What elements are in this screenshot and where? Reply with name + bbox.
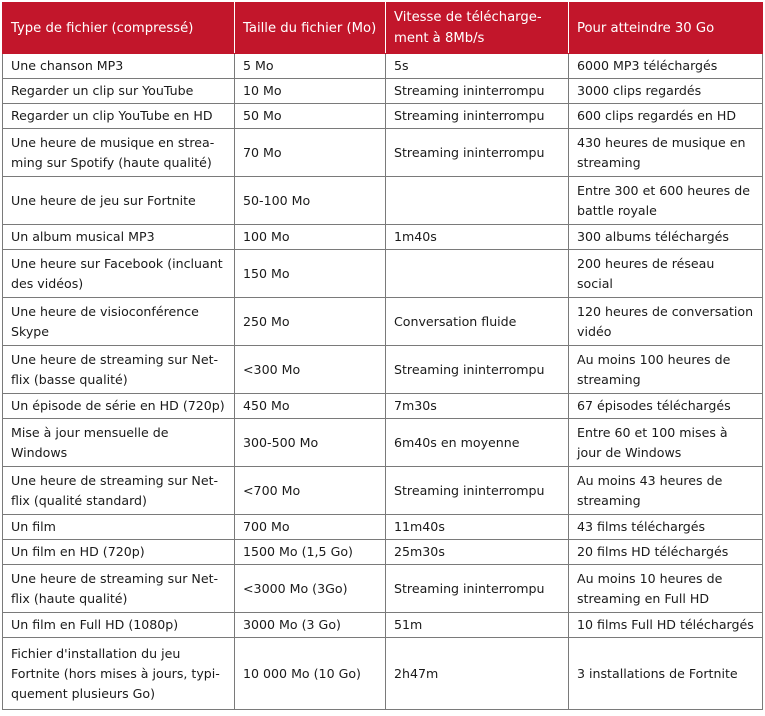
cell-download-speed: Streaming ininterrompu (386, 129, 569, 177)
cell-download-speed: Streaming ininterrompu (386, 79, 569, 104)
cell-file-type: Un film en HD (720p) (3, 540, 235, 565)
cell-to-reach-30go: Au moins 43 heures de streaming (569, 467, 763, 515)
cell-to-reach-30go: 20 films HD téléchargés (569, 540, 763, 565)
cell-to-reach-30go: Entre 60 et 100 mises à jour de Windows (569, 419, 763, 467)
cell-file-type: Mise à jour mensuelle de Windows (3, 419, 235, 467)
cell-to-reach-30go: Entre 300 et 600 heures de battle royale (569, 177, 763, 225)
cell-to-reach-30go: 3000 clips regardés (569, 79, 763, 104)
cell-file-type: Un album musical MP3 (3, 225, 235, 250)
cell-file-size: 700 Mo (235, 515, 386, 540)
table-row (3, 104, 763, 129)
table-row (3, 129, 763, 177)
header-to-reach-30go: Pour atteindre 30 Go (569, 3, 763, 54)
table-row (3, 540, 763, 565)
table-row (3, 419, 763, 467)
table-body (3, 54, 763, 710)
table-row (3, 613, 763, 638)
cell-file-size: 10 000 Mo (10 Go) (235, 638, 386, 710)
cell-file-size: <3000 Mo (3Go) (235, 565, 386, 613)
table-row (3, 346, 763, 394)
cell-to-reach-30go: 600 clips regardés en HD (569, 104, 763, 129)
cell-to-reach-30go: 300 albums téléchargés (569, 225, 763, 250)
cell-download-speed (386, 250, 569, 298)
table-row (3, 565, 763, 613)
cell-file-type: Regarder un clip sur YouTube (3, 79, 235, 104)
cell-download-speed: 51m (386, 613, 569, 638)
header-row (3, 3, 763, 54)
cell-to-reach-30go: 67 épisodes téléchargés (569, 394, 763, 419)
cell-file-type: Une heure de musique en strea-ming sur Spotify (haute qualité) (3, 129, 235, 177)
cell-file-type: Une heure de visioconférence Skype (3, 298, 235, 346)
table-row (3, 225, 763, 250)
cell-download-speed: 2h47m (386, 638, 569, 710)
cell-file-type: Un film en Full HD (1080p) (3, 613, 235, 638)
cell-file-type: Une heure de streaming sur Net-flix (haute qualité) (3, 565, 235, 613)
cell-to-reach-30go: 10 films Full HD téléchargés (569, 613, 763, 638)
table-header (3, 3, 763, 54)
table-row (3, 250, 763, 298)
cell-file-size: 300-500 Mo (235, 419, 386, 467)
cell-to-reach-30go: 3 installations de Fortnite (569, 638, 763, 710)
cell-download-speed: Conversation fluide (386, 298, 569, 346)
cell-download-speed: Streaming ininterrompu (386, 346, 569, 394)
cell-file-size: <700 Mo (235, 467, 386, 515)
cell-file-type: Un épisode de série en HD (720p) (3, 394, 235, 419)
cell-file-type: Un film (3, 515, 235, 540)
cell-to-reach-30go: 6000 MP3 téléchargés (569, 54, 763, 79)
cell-download-speed: 25m30s (386, 540, 569, 565)
header-file-type: Type de fichier (compressé) (3, 3, 235, 54)
table-row (3, 177, 763, 225)
header-download-speed: Vitesse de télécharge-ment à 8Mb/s (386, 3, 569, 54)
cell-file-size: 5 Mo (235, 54, 386, 79)
data-consumption-table (2, 2, 763, 710)
cell-file-size: 450 Mo (235, 394, 386, 419)
cell-download-speed: Streaming ininterrompu (386, 467, 569, 515)
cell-to-reach-30go: 430 heures de musique en streaming (569, 129, 763, 177)
cell-download-speed: 5s (386, 54, 569, 79)
cell-file-type: Une heure sur Facebook (incluant des vidéos) (3, 250, 235, 298)
cell-file-size: 250 Mo (235, 298, 386, 346)
cell-file-size: 10 Mo (235, 79, 386, 104)
cell-download-speed: 7m30s (386, 394, 569, 419)
cell-download-speed: Streaming ininterrompu (386, 104, 569, 129)
cell-file-size: 70 Mo (235, 129, 386, 177)
cell-file-type: Une heure de streaming sur Net-flix (qualité standard) (3, 467, 235, 515)
cell-file-size: 1500 Mo (1,5 Go) (235, 540, 386, 565)
cell-file-type: Une heure de jeu sur Fortnite (3, 177, 235, 225)
table-row (3, 515, 763, 540)
cell-to-reach-30go: Au moins 10 heures de streaming en Full HD (569, 565, 763, 613)
cell-download-speed: 11m40s (386, 515, 569, 540)
cell-to-reach-30go: Au moins 100 heures de streaming (569, 346, 763, 394)
cell-file-type: Une chanson MP3 (3, 54, 235, 79)
cell-file-type: Fichier d'installation du jeu Fortnite (hors mises à jours, typi-quement plusieurs Go) (3, 638, 235, 710)
cell-to-reach-30go: 200 heures de réseau social (569, 250, 763, 298)
cell-file-type: Une heure de streaming sur Net-flix (basse qualité) (3, 346, 235, 394)
table-row (3, 467, 763, 515)
table-row (3, 54, 763, 79)
cell-to-reach-30go: 43 films téléchargés (569, 515, 763, 540)
cell-file-type: Regarder un clip YouTube en HD (3, 104, 235, 129)
cell-file-size: 50-100 Mo (235, 177, 386, 225)
cell-download-speed: 6m40s en moyenne (386, 419, 569, 467)
table-row (3, 638, 763, 710)
cell-file-size: 150 Mo (235, 250, 386, 298)
header-file-size: Taille du fichier (Mo) (235, 3, 386, 54)
cell-file-size: 50 Mo (235, 104, 386, 129)
cell-file-size: 3000 Mo (3 Go) (235, 613, 386, 638)
table-row (3, 298, 763, 346)
cell-file-size: <300 Mo (235, 346, 386, 394)
cell-download-speed: Streaming ininterrompu (386, 565, 569, 613)
cell-download-speed: 1m40s (386, 225, 569, 250)
cell-to-reach-30go: 120 heures de conversation vidéo (569, 298, 763, 346)
cell-download-speed (386, 177, 569, 225)
cell-file-size: 100 Mo (235, 225, 386, 250)
table-row (3, 394, 763, 419)
table-row (3, 79, 763, 104)
